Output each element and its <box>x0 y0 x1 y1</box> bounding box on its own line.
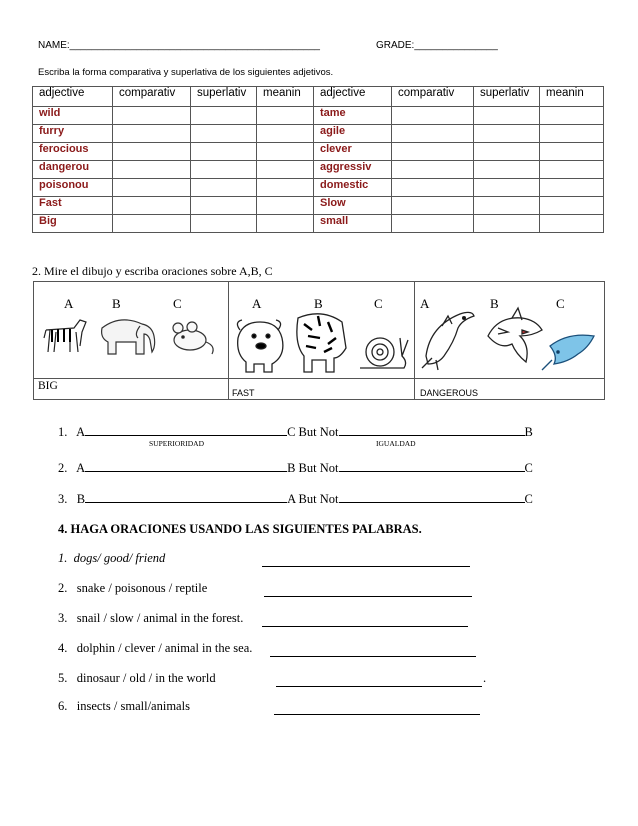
table-row <box>33 179 604 197</box>
answer-cell[interactable] <box>540 215 604 233</box>
divider <box>228 282 229 399</box>
answer-cell[interactable] <box>191 161 257 179</box>
sentence-number: 1. <box>58 425 68 439</box>
answer-cell[interactable] <box>474 215 540 233</box>
answer-cell[interactable] <box>474 161 540 179</box>
answer-line[interactable] <box>264 586 472 597</box>
answer-cell[interactable] <box>392 179 474 197</box>
name-field <box>38 40 320 51</box>
answer-cell[interactable] <box>113 161 191 179</box>
adjectives-table <box>32 86 604 233</box>
item-text: dolphin / clever / animal in the sea. <box>76 641 253 655</box>
answer-line[interactable] <box>262 616 468 627</box>
answer-cell[interactable] <box>540 197 604 215</box>
answer-cell[interactable] <box>540 179 604 197</box>
adjective-cell: Big <box>33 215 113 233</box>
mouse-icon <box>173 322 213 354</box>
prompt-item <box>58 671 216 686</box>
letter-b: B <box>314 296 323 311</box>
table-row <box>33 161 604 179</box>
answer-line[interactable] <box>85 425 287 436</box>
table-row <box>33 215 604 233</box>
answer-cell[interactable] <box>392 197 474 215</box>
answer-cell[interactable] <box>540 125 604 143</box>
adjective-cell: clever <box>314 143 392 161</box>
sentence-start: B <box>76 492 86 506</box>
item-text: insects / small/animals <box>76 699 190 713</box>
item-number: 4. <box>58 641 68 655</box>
adjective-cell: agile <box>314 125 392 143</box>
item-number: 2. <box>58 581 68 595</box>
sentence-1 <box>58 425 533 440</box>
dangerous-animals-illustration <box>418 306 602 374</box>
answer-cell[interactable] <box>257 215 314 233</box>
answer-cell[interactable] <box>392 107 474 125</box>
answer-cell[interactable] <box>257 179 314 197</box>
letter-a: A <box>420 296 430 311</box>
item-number: 3. <box>58 611 68 625</box>
sentence-mid: C But Not <box>287 425 339 439</box>
prompt-item <box>58 699 190 714</box>
answer-line[interactable] <box>274 704 480 715</box>
item-text: snail / slow / animal in the forest. <box>76 611 244 625</box>
header-cell: meanin <box>257 87 314 107</box>
sentence-end: C <box>524 461 533 475</box>
header-cell: meanin <box>540 87 604 107</box>
table-header-row <box>33 87 604 107</box>
item-number: 6. <box>58 699 68 713</box>
shark-icon <box>488 308 542 362</box>
adjective-cell: wild <box>33 107 113 125</box>
answer-cell[interactable] <box>392 215 474 233</box>
divider <box>34 378 604 379</box>
answer-cell[interactable] <box>392 143 474 161</box>
adjective-cell: tame <box>314 107 392 125</box>
item-text: dogs/ good/ friend <box>73 551 166 565</box>
answer-line[interactable] <box>276 676 482 687</box>
divider <box>414 282 415 399</box>
answer-line[interactable] <box>85 461 287 472</box>
instruction-text: Escriba la forma comparativa y superlativa de los siguientes adjetivos. <box>38 67 334 78</box>
adjective-cell: aggressiv <box>314 161 392 179</box>
answer-cell[interactable] <box>392 161 474 179</box>
letter-c: C <box>556 296 565 311</box>
answer-cell[interactable] <box>113 143 191 161</box>
prompt-item <box>58 611 243 626</box>
answer-cell[interactable] <box>257 143 314 161</box>
answer-cell[interactable] <box>113 125 191 143</box>
header-cell: superlativ <box>191 87 257 107</box>
answer-line[interactable] <box>339 492 525 503</box>
table-row <box>33 125 604 143</box>
sentence-start: A <box>76 425 86 439</box>
item-text: snake / poisonous / reptile <box>76 581 208 595</box>
sentence-end: C <box>524 492 533 506</box>
grade-line[interactable]: _______________ <box>414 40 498 51</box>
answer-cell[interactable] <box>191 179 257 197</box>
item-number: 1. <box>58 551 68 565</box>
elephant-icon <box>102 320 155 354</box>
adjective-cell: dangerou <box>33 161 113 179</box>
big-animals-illustration <box>40 312 226 360</box>
answer-line[interactable] <box>262 556 470 567</box>
answer-cell[interactable] <box>113 215 191 233</box>
answer-cell[interactable] <box>540 161 604 179</box>
header-cell: comparativ <box>392 87 474 107</box>
adjective-cell: poisonou <box>33 179 113 197</box>
answer-cell[interactable] <box>474 125 540 143</box>
answer-cell[interactable] <box>191 215 257 233</box>
header-cell: adjective <box>314 87 392 107</box>
dolphin-icon <box>422 312 474 370</box>
answer-cell[interactable] <box>474 107 540 125</box>
adjective-cell: Fast <box>33 197 113 215</box>
table-row <box>33 143 604 161</box>
header-cell: superlativ <box>474 87 540 107</box>
adjective-cell: Slow <box>314 197 392 215</box>
sentence-mid: A But Not <box>287 492 339 506</box>
caption-big: BIG <box>38 380 58 392</box>
fast-animals-illustration <box>232 308 412 376</box>
sentence-3 <box>58 492 533 507</box>
snail-icon <box>360 338 408 368</box>
table-row <box>33 197 604 215</box>
note-igualdad: IGUALDAD <box>376 439 416 448</box>
answer-cell[interactable] <box>113 107 191 125</box>
answer-cell[interactable] <box>257 197 314 215</box>
prompt-item <box>58 581 207 596</box>
name-line[interactable]: _____________________________________________ <box>69 40 320 51</box>
letter-a: A <box>252 296 262 311</box>
manta-ray-icon <box>542 335 594 370</box>
answer-cell[interactable] <box>540 107 604 125</box>
answer-line[interactable] <box>339 425 525 436</box>
answer-cell[interactable] <box>257 107 314 125</box>
answer-cell[interactable] <box>392 125 474 143</box>
adjective-cell: small <box>314 215 392 233</box>
sentence-end: B <box>524 425 533 439</box>
adjective-cell: domestic <box>314 179 392 197</box>
sentence-number: 3. <box>58 492 68 506</box>
answer-cell[interactable] <box>191 107 257 125</box>
pictures-panel <box>33 281 605 400</box>
prompt-item <box>58 641 252 656</box>
note-superioridad: SUPERIORIDAD <box>149 439 205 448</box>
tiger-icon <box>297 314 346 372</box>
answer-cell[interactable] <box>474 179 540 197</box>
letter-a: A <box>64 296 74 311</box>
answer-cell[interactable] <box>113 197 191 215</box>
answer-line[interactable] <box>85 492 287 503</box>
answer-cell[interactable] <box>191 125 257 143</box>
answer-line[interactable] <box>270 646 476 657</box>
grade-label: GRADE: <box>376 40 415 51</box>
answer-cell[interactable] <box>191 197 257 215</box>
answer-cell[interactable] <box>474 197 540 215</box>
letter-b: B <box>112 296 121 311</box>
answer-cell[interactable] <box>191 143 257 161</box>
caption-dangerous: DANGEROUS <box>420 388 479 398</box>
answer-cell[interactable] <box>257 125 314 143</box>
adjective-cell: ferocious <box>33 143 113 161</box>
answer-cell[interactable] <box>113 179 191 197</box>
item-text: dinosaur / old / in the world <box>76 671 216 685</box>
letter-c: C <box>374 296 383 311</box>
table-row <box>33 107 604 125</box>
prompt-item <box>58 551 165 566</box>
answer-cell[interactable] <box>474 143 540 161</box>
header-cell: comparativ <box>113 87 191 107</box>
letter-b: B <box>490 296 499 311</box>
sentence-2 <box>58 461 533 476</box>
zebra-icon <box>44 320 86 352</box>
name-label: NAME: <box>38 40 70 51</box>
dog-icon <box>237 320 282 372</box>
item-number: 5. <box>58 671 68 685</box>
sentence-start: A <box>76 461 86 475</box>
end-dot: . <box>483 671 487 685</box>
grade-field <box>376 40 498 51</box>
sentence-number: 2. <box>58 461 68 475</box>
letter-c: C <box>173 296 182 311</box>
answer-cell[interactable] <box>257 161 314 179</box>
adjective-cell: furry <box>33 125 113 143</box>
header-cell: adjective <box>33 87 113 107</box>
section4-title: 4. HAGA ORACIONES USANDO LAS SIGUIENTES PALABRAS. <box>58 522 422 536</box>
caption-fast: FAST <box>232 388 255 398</box>
answer-cell[interactable] <box>540 143 604 161</box>
answer-line[interactable] <box>339 461 525 472</box>
sentence-mid: B But Not <box>287 461 339 475</box>
section2-title: 2. Mire el dibujo y escriba oraciones sobre A,B, C <box>32 264 273 278</box>
